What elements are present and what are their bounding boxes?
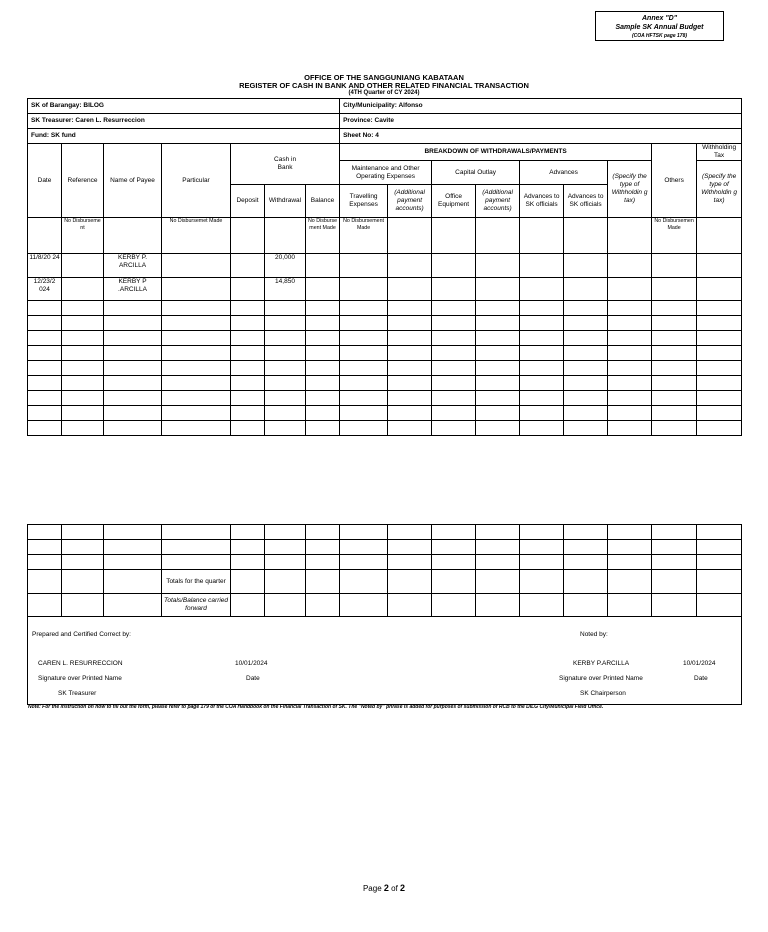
- date-label: Date: [246, 675, 260, 682]
- quarter-label: (4TH Quarter of CY 2024): [348, 90, 420, 96]
- treasurer-title: SK Treasurer: [58, 690, 97, 697]
- col-breakdown: BREAKDOWN OF WITHDRAWALS/PAYMENTS: [340, 144, 652, 161]
- annex-box: [595, 11, 724, 41]
- empty-row: [28, 316, 742, 331]
- sheet-field: Sheet No: 4: [340, 129, 742, 144]
- barangay-field: SK of Barangay: BILOG: [28, 99, 340, 114]
- entry-payee: KERBY P. ARCILLA: [104, 254, 162, 278]
- col-cash-in-bank: Cash in Bank: [231, 144, 340, 185]
- province-field: Province: Cavite: [340, 114, 742, 129]
- noted-by-label: Noted by:: [580, 631, 608, 638]
- col-reference: Reference: [62, 144, 104, 218]
- register-table: [27, 98, 742, 436]
- city-field: City/Municipality: Alfonso: [340, 99, 742, 114]
- empty-row: [28, 540, 742, 555]
- no-disbursement-balance: No Disburse ment Made: [306, 218, 340, 254]
- noted-date: 10/01/2024: [683, 660, 716, 667]
- col-specify-2: (Specify the type of Withholdin g tax): [697, 161, 742, 218]
- col-balance: Balance: [306, 185, 340, 218]
- prepared-name: CAREN L. RESURRECCION: [38, 660, 123, 667]
- entry-withdrawal: 20,000: [265, 254, 306, 278]
- empty-row: [28, 361, 742, 376]
- col-additional-2: (Additional payment accounts): [476, 185, 520, 218]
- no-disbursement-reference: No Disburseme nt: [62, 218, 104, 254]
- signature-label: Signature over Printed Name: [38, 675, 122, 682]
- totals-quarter-label: Totals for the quarter: [162, 570, 231, 594]
- noted-name: KERBY P.ARCILLA: [573, 660, 630, 667]
- col-office-equipment: Office Equipment: [432, 185, 476, 218]
- empty-row: [28, 406, 742, 421]
- page-prefix: Page: [362, 884, 382, 893]
- no-disbursement-travelling: No Disbursement Made: [340, 218, 388, 254]
- col-withholding-tax: Withholding Tax: [697, 144, 742, 161]
- prepared-date: 10/01/2024: [235, 660, 268, 667]
- annex-subtitle: Sample SK Annual Budget: [615, 24, 704, 31]
- col-travelling: Travelling Expenses: [340, 185, 388, 218]
- prepared-by-label: Prepared and Certified Correct by:: [32, 631, 131, 638]
- col-advances-sk-1: Advances to SK officials: [520, 185, 564, 218]
- totals-table: [27, 524, 742, 705]
- date-label: Date: [694, 675, 708, 682]
- col-deposit: Deposit: [231, 185, 265, 218]
- page-current: 2: [383, 883, 389, 893]
- page-of: of: [391, 884, 398, 893]
- col-specify-1: (Specify the type of Withholdin g tax): [608, 161, 652, 218]
- annex-title: Annex "D": [641, 15, 678, 22]
- entry-withdrawal: 14,850: [265, 278, 306, 301]
- signature-label: Signature over Printed Name: [559, 675, 643, 682]
- col-others: Others: [652, 144, 697, 218]
- col-advances-sk-2: Advances to SK officials: [564, 185, 608, 218]
- no-disbursement-particular: No Disbursemet Made: [162, 218, 231, 254]
- no-disbursement-withholding: No Disbursemen Made: [652, 218, 697, 254]
- col-particular: Particular: [162, 144, 231, 218]
- office-title: OFFICE OF THE SANGGUNIANG KABATAAN: [304, 73, 464, 82]
- empty-row: [28, 525, 742, 540]
- instruction-note: Note: For the instruction on how to fill out the form, please refer to page 179 of the COA Handbook on the Financial Transaction of SK. The "Noted by" phrase is added for purposes of submission of RCB to the DILG City/Municipal Field Office.: [28, 704, 604, 710]
- col-payee: Name of Payee: [104, 144, 162, 218]
- entry-payee: KERBY P .ARCILLA: [104, 278, 162, 301]
- table-row: [28, 218, 742, 254]
- table-row: [28, 570, 742, 594]
- page-number: [0, 883, 768, 893]
- table-row: [28, 278, 742, 301]
- entry-date: 12/23/2 024: [28, 278, 62, 301]
- empty-row: [28, 346, 742, 361]
- register-title: REGISTER OF CASH IN BANK AND OTHER RELATED FINANCIAL TRANSACTION: [239, 81, 529, 90]
- empty-row: [28, 421, 742, 436]
- fund-field: Fund: SK fund: [28, 129, 340, 144]
- col-withdrawal: Withdrawal: [265, 185, 306, 218]
- totals-forward-label: Totals/Balance carried forward: [162, 594, 231, 617]
- page-total: 2: [400, 883, 406, 893]
- col-mooe: Maintenance and Other Operating Expenses: [340, 161, 432, 185]
- empty-row: [28, 301, 742, 316]
- table-row: [28, 594, 742, 617]
- col-additional-1: (Additional payment accounts): [388, 185, 432, 218]
- table-row: [28, 254, 742, 278]
- chairperson-title: SK Chairperson: [580, 690, 626, 697]
- col-capital-outlay: Capital Outlay: [432, 161, 520, 185]
- annex-reference: (COA HFTSK page 178): [631, 33, 688, 39]
- col-advances: Advances: [520, 161, 608, 185]
- signature-block: [28, 617, 742, 705]
- col-date: Date: [28, 144, 62, 218]
- entry-date: 11/8/20 24: [28, 254, 62, 278]
- treasurer-field: SK Treasurer: Caren L. Resurreccion: [28, 114, 340, 129]
- empty-row: [28, 391, 742, 406]
- empty-row: [28, 555, 742, 570]
- empty-row: [28, 331, 742, 346]
- empty-row: [28, 376, 742, 391]
